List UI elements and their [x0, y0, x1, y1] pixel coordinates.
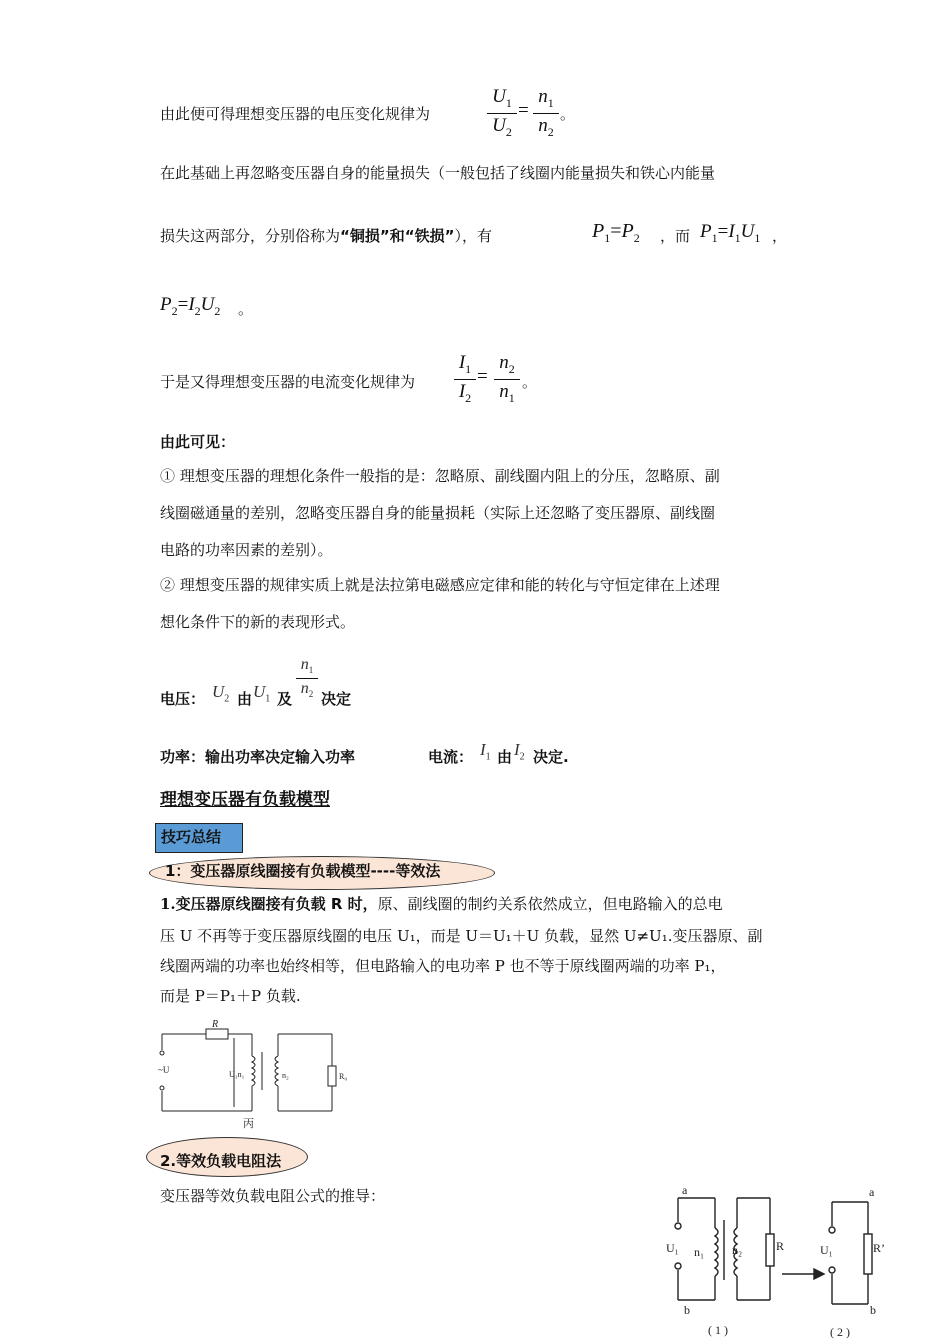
method1-line2: 压 U 不再等于变压器原线圈的电压 U₁，而是 U＝U₁＋U 负载，显然 U≠U₁.变压器原、副 [160, 927, 763, 945]
current-i1: $I_1$ [480, 740, 491, 763]
power-label: 功率：输出功率决定输入功率 [160, 748, 356, 766]
fig-bing-U-label: ~U [158, 1065, 170, 1075]
voltage-label: 电压： [160, 690, 206, 708]
energy-loss-line2: 损失这两部分，分别俗称为“铜损”和“铁损”），有 [160, 227, 492, 245]
current-you: 由 [497, 748, 513, 766]
voltage-rule-text: 由此便可得理想变压器的电压变化规律为 [160, 105, 431, 123]
method1-line4: 而是 P＝P₁＋P 负载. [160, 987, 301, 1005]
voltage-n-ratio: $n_1$ $n_2$ [296, 656, 318, 702]
fig2-b-label: b [870, 1303, 876, 1317]
current-rule-text: 于是又得理想变压器的电流变化规律为 [160, 373, 416, 391]
fig1-R-label: R [776, 1239, 785, 1253]
conclusion-item2-line2: 想化条件下的新的表现形式。 [160, 613, 356, 631]
conclusion-item2-line1: ② 理想变压器的规律实质上就是法拉第电磁感应定律和能的转化与守恒定律在上述理 [160, 576, 720, 594]
current-i2: $I_2$ [514, 740, 525, 763]
voltage-you: 由 [237, 690, 253, 708]
voltage-ji: 及 [277, 690, 293, 708]
conclusion-item1-line3: 电路的功率因素的差别）。 [160, 541, 333, 559]
fig2-a-label: a [869, 1185, 875, 1199]
voltage-rule-period: 。 [560, 105, 576, 123]
method1-line3: 线圈两端的功率也始终相等，但电路输入的电功率 P 也不等于原线圈两端的功率 P₁， [160, 957, 726, 975]
fig2-U1-label: U₁ [820, 1243, 833, 1257]
fig2-caption: ( 2 ) [830, 1325, 850, 1339]
fig-bing-n2-label: n₂ [282, 1071, 289, 1080]
fig-bing-caption: 丙 [243, 1118, 254, 1130]
equivalent-resistance-diagram [660, 1180, 900, 1340]
method2-intro: 变压器等效负载电阻公式的推导： [160, 1187, 386, 1205]
fig1-a-label: a [682, 1183, 688, 1197]
power-equality-formula: $P_1=P_2$ [592, 220, 640, 245]
p2-period: 。 [238, 300, 254, 318]
energy-loss-line1: 在此基础上再忽略变压器自身的能量损失（一般包括了线圈内能量损失和铁心内能量 [160, 164, 716, 182]
current-decide: 决定. [533, 748, 569, 766]
fig1-b-label: b [684, 1303, 690, 1317]
conclusion-item1-line1: ① 理想变压器的理想化条件一般指的是：忽略原、副线圈内阻上的分压，忽略原、副 [160, 467, 720, 485]
method1-pill-label: 1：变压器原线圈接有负载模型----等效法 [165, 862, 441, 880]
p1-formula: $P_1=I_1U_1$ [700, 221, 761, 245]
fig-bing-R-label: R [212, 1019, 219, 1030]
fig-bing-Rq-label: R₀ [339, 1072, 348, 1081]
and-text: ，而 [660, 227, 691, 245]
conclusion-item1-line2: 线圈磁通量的差别，忽略变压器自身的能量损耗（实际上还忽略了变压器原、副线圈 [160, 504, 716, 522]
fig1-n1-label: n₁ [694, 1245, 705, 1259]
fig1-caption: ( 1 ) [708, 1323, 728, 1337]
fig1-U1-label: U₁ [666, 1241, 679, 1255]
method2-pill-label: 2.等效负载电阻法 [160, 1152, 282, 1170]
current-rule-period: 。 [522, 373, 538, 391]
fig-bing-U1n1-label: U₁n₁ [229, 1070, 245, 1079]
p2-formula: $P_2=I_2U_2$ [160, 294, 221, 318]
tip-summary-label: 技巧总结 [161, 828, 222, 846]
fig1-n2-label: n₂ [732, 1243, 743, 1257]
conclusion-heading: 由此可见： [160, 433, 236, 451]
voltage-decide: 决定 [321, 690, 352, 708]
tip-summary-box [155, 823, 243, 853]
current-label: 电流： [428, 748, 474, 766]
transformer-load-circuit-diagram [152, 1016, 362, 1134]
method1-line1: 1.变压器原线圈接有负载 R 时，原、副线圈的制约关系依然成立，但电路输入的总电 [160, 895, 723, 913]
section-title: 理想变压器有负载模型 [160, 790, 330, 810]
copper-iron-loss-term: “铜损”和“铁损” [340, 227, 455, 245]
voltage-u2: $U_2$ [212, 682, 230, 705]
current-ratio-formula: $I_1$ $I_2$ = $n_2$ $n_1$ [454, 352, 524, 410]
comma: ， [772, 227, 788, 245]
voltage-ratio-formula: $U_1$ $U_2$ = $n_1$ $n_2$ [487, 86, 567, 142]
fig2-Rprime-label: R’ [873, 1241, 885, 1255]
voltage-u1: $U_1$ [253, 682, 271, 705]
